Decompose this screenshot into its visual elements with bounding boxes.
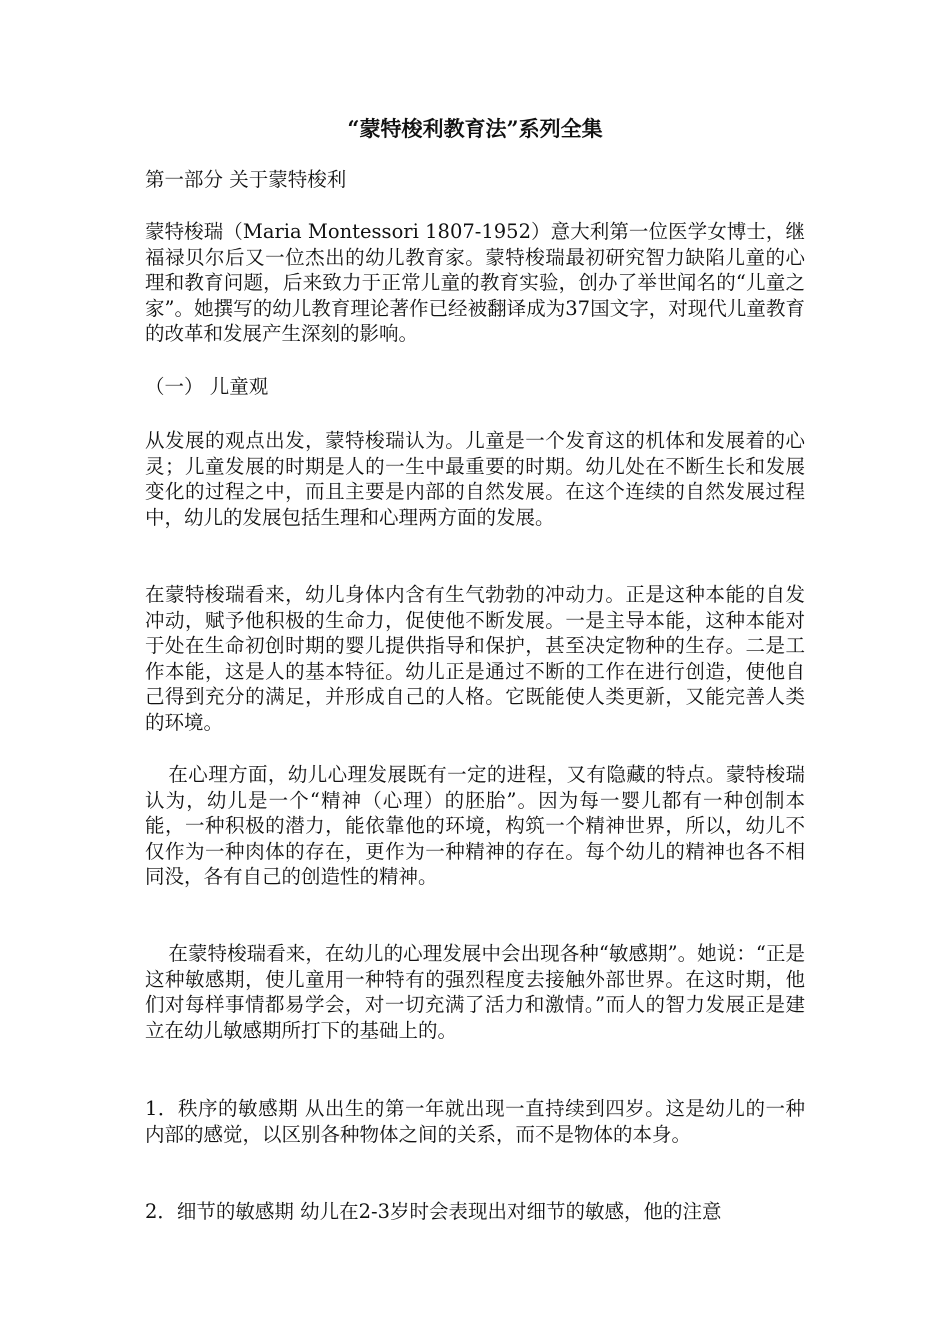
list-item-detail-period: 2．细节的敏感期 幼儿在2-3岁时会表现出对细节的敏感，他的注意 [145, 1200, 722, 1223]
paragraph-instinct: 在蒙特梭瑞看来，幼儿身体内含有生气勃勃的冲动力。正是这种本能的自发冲动，赋予他积极的生命力，促使他不断发展。一是主导本能，这种本能对于处在生命初创时期的婴儿提供指导和保护，甚至决定物种的生存。二是工作本能，这是人的基本特征。幼儿正是通过不断的工作在进行创造，使他自己得到充分的满足，并形成自己的人格。它既能使人类更新，又能完善人类的环境。 [145, 583, 805, 734]
document-title: “蒙特梭利教育法”系列全集 [347, 116, 603, 141]
paragraph-development-view: 从发展的观点出发，蒙特梭瑞认为。儿童是一个发育这的机体和发展着的心灵；儿童发展的时期是人的一生中最重要的时期。幼儿处在不断生长和发展变化的过程之中，而且主要是内部的自然发展。在这个连续的自然发展过程中，幼儿的发展包括生理和心理两方面的发展。 [145, 429, 805, 529]
subheading-child-view: （一） 儿童观 [145, 375, 269, 398]
paragraph-sensitive-periods: 在蒙特梭瑞看来，在幼儿的心理发展中会出现各种“敏感期”。她说：“正是这种敏感期，使儿童用一种特有的强烈程度去接触外部世界。在这时期，他们对每样事情都易学会，对一切充满了活力和激情。”而人的智力发展正是建立在幼儿敏感期所打下的基础上的。 [145, 942, 805, 1042]
section-heading: 第一部分 关于蒙特梭利 [145, 168, 347, 191]
list-item-order-period: 1．秩序的敏感期 从出生的第一年就出现一直持续到四岁。这是幼儿的一种内部的感觉，以区别各种物体之间的关系，而不是物体的本身。 [145, 1097, 805, 1146]
paragraph-psychology: 在心理方面，幼儿心理发展既有一定的进程，又有隐藏的特点。蒙特梭瑞认为，幼儿是一个“精神（心理）的胚胎”。因为每一婴儿都有一种创制本能，一种积极的潜力，能依靠他的环境，构筑一个精神世界，所以，幼儿不仅作为一种肉体的存在，更作为一种精神的存在。每个幼儿的精神也各不相同没，各有自己的创造性的精神。 [145, 763, 805, 889]
intro-paragraph: 蒙特梭瑞（Maria Montessori 1807-1952）意大利第一位医学女博士，继福禄贝尔后又一位杰出的幼儿教育家。蒙特梭瑞最初研究智力缺陷儿童的心理和教育问题，后来致力于正常儿童的教育实验，创办了举世闻名的“儿童之家”。她撰写的幼儿教育理论著作已经被翻译成为37国文字，对现代儿童教育的改革和发展产生深刻的影响。 [145, 220, 805, 346]
